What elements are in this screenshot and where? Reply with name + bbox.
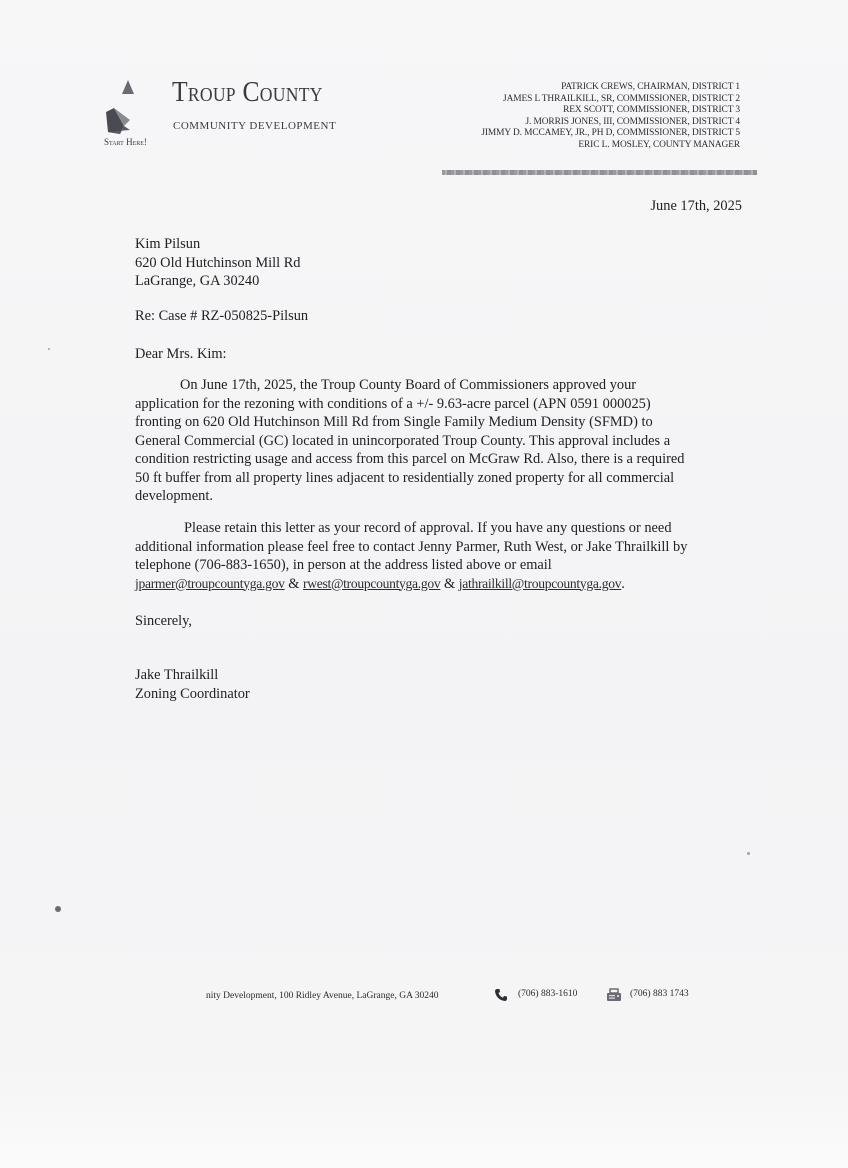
email-link-parmer[interactable]: jparmer@troupcountyga.gov: [135, 575, 285, 591]
recipient-name: Kim Pilsun: [135, 236, 201, 252]
case-reference: Re: Case # RZ-050825-Pilsun: [135, 308, 309, 324]
paragraph-line: application for the rezoning with conditions of a +/- 9.63-acre parcel (APN 0591 000025): [135, 395, 651, 412]
official-line: JAMES L THRAILKILL, SR, COMMISSIONER, DISTRICT 2: [503, 93, 740, 104]
phone-icon: [494, 988, 508, 1002]
logo-tagline: Start Here!: [104, 137, 147, 147]
county-name: Troup County: [172, 76, 323, 108]
email-separator: &: [284, 575, 303, 592]
email-end: .: [621, 575, 625, 592]
official-line: REX SCOTT, COMMISSIONER, DISTRICT 3: [563, 105, 740, 116]
footer-fax: (706) 883 1743: [630, 989, 689, 999]
footer-phone: (706) 883-1610: [518, 989, 578, 999]
scan-speck: [48, 348, 50, 350]
salutation: Dear Mrs. Kim:: [135, 346, 227, 362]
paragraph-line: General Commercial (GC) located in unincorporated Troup County. This approval includes a: [135, 432, 671, 449]
paragraph-line: condition restricting usage and access from this parcel on McGraw Rd. Also, there is a required: [135, 451, 685, 467]
officials-list: [481, 82, 740, 152]
paragraph-line: On June 17th, 2025, the Troup County Board of Commissioners approved your: [180, 377, 637, 393]
email-separator: &: [440, 575, 459, 592]
signature-name: Jake Thrailkill: [135, 667, 219, 683]
paragraph-line: development.: [135, 488, 213, 504]
page-bottom-margin: [0, 1088, 848, 1168]
scan-speck: [55, 906, 61, 912]
email-link-thrailkill[interactable]: jathrailkill@troupcountyga.gov: [458, 575, 622, 591]
recipient-address: [135, 235, 301, 291]
recipient-city: LaGrange, GA 30240: [135, 273, 260, 289]
footer-address: nity Development, 100 Ridley Avenue, LaGrange, GA 30240: [206, 991, 439, 1001]
department-name: COMMUNITY DEVELOPMENT: [173, 120, 337, 132]
official-line: J. MORRIS JONES, III, COMMISSIONER, DISTRICT 4: [525, 116, 740, 127]
scan-speck: [747, 852, 750, 855]
contact-paragraph: [135, 519, 687, 593]
paragraph-line: fronting on 620 Old Hutchinson Mill Rd from Single Family Medium Density (SFMD) to: [135, 414, 653, 430]
paragraph-line: additional information please feel free to contact Jenny Parmer, Ruth West, or Jake Thrailkill by: [135, 538, 688, 555]
paragraph-line: 50 ft buffer from all property lines adjacent to residentially zoned property for all commercial: [135, 469, 675, 486]
email-link-west[interactable]: rwest@troupcountyga.gov: [303, 575, 441, 591]
official-line: PATRICK CREWS, CHAIRMAN, DISTRICT 1: [561, 82, 740, 92]
approval-paragraph: [135, 376, 684, 506]
fax-icon: [606, 988, 622, 1002]
official-line: JIMMY D. MCCAMEY, JR., PH D, COMMISSIONER, DISTRICT 5: [481, 128, 740, 139]
letterhead-divider: [442, 170, 757, 175]
official-line: ERIC L. MOSLEY, COUNTY MANAGER: [578, 139, 740, 150]
signature-title: Zoning Coordinator: [135, 685, 250, 702]
paragraph-line: Please retain this letter as your record of approval. If you have any questions or need: [184, 520, 672, 536]
signature-block: [135, 666, 250, 703]
letter-date: June 17th, 2025: [650, 198, 742, 214]
recipient-street: 620 Old Hutchinson Mill Rd: [135, 254, 301, 271]
paragraph-line: telephone (706-883-1650), in person at the address listed above or email: [135, 557, 552, 573]
closing: Sincerely,: [135, 613, 193, 629]
email-line: [135, 575, 687, 594]
